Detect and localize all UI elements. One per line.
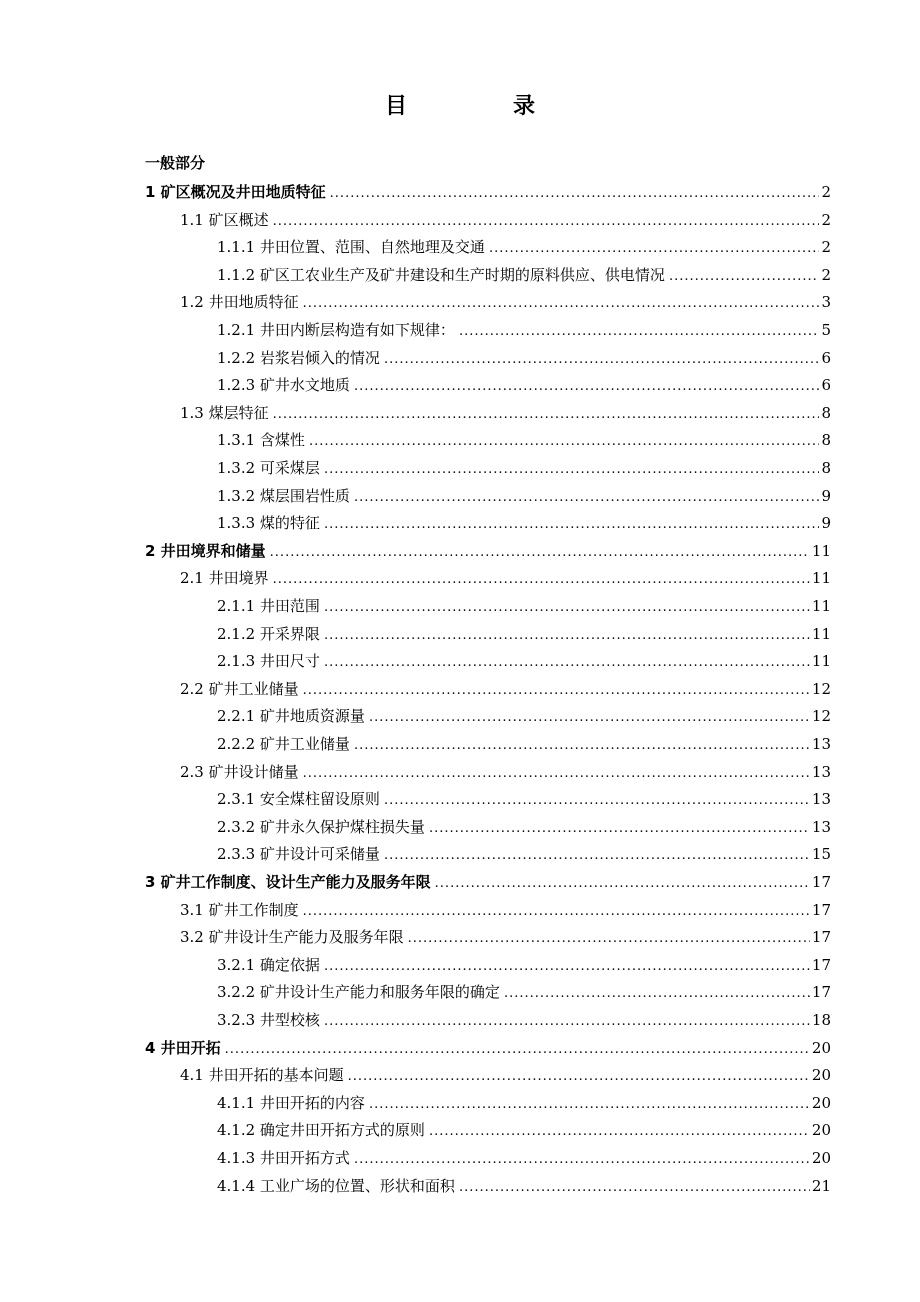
toc-entry[interactable] — [180, 400, 831, 427]
toc-entry-title: 3.2.1 确定依据 — [217, 955, 320, 974]
toc-entry[interactable] — [180, 924, 831, 951]
toc-leader-dots — [324, 594, 810, 621]
toc-leader-dots — [273, 566, 810, 593]
toc-leader-dots — [225, 1036, 810, 1063]
toc-leader-dots — [384, 787, 810, 814]
toc-entry[interactable] — [217, 703, 831, 730]
toc-entry-title: 3.2.2 矿井设计生产能力和服务年限的确定 — [217, 983, 500, 1002]
toc-leader-dots — [303, 898, 810, 925]
toc-leader-dots — [369, 1091, 810, 1118]
toc-entry-page: 6 — [821, 348, 831, 367]
toc-entry[interactable] — [180, 207, 831, 234]
toc-leader-dots — [369, 704, 810, 731]
toc-leader-dots — [429, 1118, 810, 1145]
toc-entry[interactable] — [217, 593, 831, 620]
toc-entry[interactable] — [217, 731, 831, 758]
toc-entry-title: 4.1.1 井田开拓的内容 — [217, 1093, 365, 1112]
toc-entry-title: 2.3 矿井设计储量 — [180, 762, 299, 781]
toc-entry-title: 2.3.2 矿井永久保护煤柱损失量 — [217, 817, 425, 836]
toc-entry-title: 1.3.3 煤的特征 — [217, 514, 320, 533]
toc-entry-page: 8 — [821, 459, 831, 477]
toc-entry-page: 17 — [811, 928, 831, 947]
toc-entry-title: 1.3.1 含煤性 — [217, 431, 305, 450]
toc-leader-dots — [303, 760, 810, 787]
toc-leader-dots — [669, 263, 820, 290]
toc-entry[interactable] — [145, 179, 831, 206]
toc-entry-page: 5 — [821, 321, 831, 339]
toc-entry-title: 1.2.1 井田内断层构造有如下规律： — [217, 321, 455, 339]
toc-entry-page: 11 — [811, 624, 831, 643]
toc-entry-page: 11 — [811, 597, 831, 615]
toc-leader-dots — [273, 401, 820, 428]
toc-entry[interactable] — [217, 1173, 831, 1200]
toc-entry[interactable] — [145, 1035, 831, 1062]
toc-entry-title: 3.1 矿井工作制度 — [180, 900, 299, 919]
toc-entry-page: 6 — [821, 376, 831, 395]
toc-entry[interactable] — [180, 897, 831, 924]
toc-entry-title: 4.1.2 确定井田开拓方式的原则 — [217, 1121, 425, 1140]
toc-entry-page: 13 — [811, 735, 831, 753]
toc-leader-dots — [354, 484, 820, 511]
toc-entry-title: 2.2.1 矿井地质资源量 — [217, 707, 365, 726]
toc-entry[interactable] — [180, 759, 831, 786]
toc-leader-dots — [324, 953, 810, 980]
toc-entry-page: 11 — [811, 541, 831, 560]
toc-entry-page: 15 — [811, 845, 831, 864]
toc-leader-dots — [270, 539, 810, 566]
toc-entry-title: 3 矿井工作制度、设计生产能力及服务年限 — [145, 873, 431, 891]
toc-entry-page: 12 — [811, 707, 831, 726]
toc-entry[interactable] — [217, 345, 831, 372]
toc-entry-title: 4.1 井田开拓的基本问题 — [180, 1066, 344, 1085]
toc-leader-dots — [354, 373, 820, 400]
toc-entry-page: 18 — [811, 1011, 831, 1029]
toc-leader-dots — [504, 980, 810, 1007]
toc-entry-title: 2.1.1 井田范围 — [217, 597, 320, 615]
toc-entry[interactable] — [217, 317, 831, 344]
toc-entry-page: 20 — [811, 1121, 831, 1140]
toc-entry-page: 21 — [811, 1176, 831, 1195]
toc-entry-page: 2 — [821, 265, 831, 284]
toc-entry[interactable] — [217, 262, 831, 289]
toc-entry-title: 2 井田境界和储量 — [145, 541, 266, 560]
toc-leader-dots — [324, 649, 810, 676]
toc-entry[interactable] — [180, 1062, 831, 1089]
toc-entry[interactable] — [145, 869, 831, 896]
toc-leader-dots — [489, 235, 820, 262]
toc-entry-page: 17 — [811, 873, 831, 891]
toc-entry-title: 1.1.1 井田位置、范围、自然地理及交通 — [217, 238, 485, 257]
toc-entry-page: 17 — [811, 900, 831, 919]
toc-leader-dots — [435, 870, 810, 897]
toc-leader-dots — [303, 677, 810, 704]
toc-entry[interactable] — [217, 427, 831, 454]
toc-entry-page: 20 — [811, 1038, 831, 1057]
toc-leader-dots — [324, 511, 820, 538]
toc-entry-title: 1.3 煤层特征 — [180, 403, 269, 422]
toc-entry-title: 2.2.2 矿井工业储量 — [217, 735, 350, 753]
toc-entry-title: 1 矿区概况及井田地质特征 — [145, 183, 326, 201]
toc-entry-title: 2.2 矿井工业储量 — [180, 679, 299, 698]
toc-leader-dots — [324, 456, 820, 483]
toc-leader-dots — [384, 346, 820, 373]
toc-entry[interactable] — [217, 648, 831, 675]
toc-entry-title: 2.1.3 井田尺寸 — [217, 652, 320, 671]
toc-leader-dots — [354, 1146, 810, 1173]
toc-entry-title: 4.1.3 井田开拓方式 — [217, 1149, 350, 1167]
toc-entry-page: 8 — [821, 431, 831, 450]
toc-leader-dots — [324, 1008, 810, 1035]
toc-entry-page: 3 — [821, 293, 831, 312]
toc-entry-page: 13 — [811, 762, 831, 781]
toc-leader-dots — [330, 180, 820, 207]
toc-leader-dots — [408, 925, 810, 952]
toc-entry-page: 9 — [821, 486, 831, 505]
toc-entry-title: 1.2 井田地质特征 — [180, 293, 299, 312]
toc-leader-dots — [384, 842, 810, 869]
toc-entry-page: 2 — [821, 238, 831, 257]
toc-entry[interactable] — [217, 621, 831, 648]
toc-entry-title: 1.3.2 煤层围岩性质 — [217, 486, 350, 505]
toc-leader-dots — [459, 1174, 810, 1201]
toc-entry-page: 17 — [811, 955, 831, 974]
toc-entry[interactable] — [217, 979, 831, 1006]
toc-leader-dots — [273, 208, 820, 235]
toc-entry[interactable] — [217, 483, 831, 510]
toc-entry-title: 4.1.4 工业广场的位置、形状和面积 — [217, 1176, 455, 1195]
toc-entry[interactable] — [217, 814, 831, 841]
page-title: 目 录 — [384, 94, 577, 119]
toc-entry[interactable] — [217, 455, 831, 482]
toc-entry[interactable] — [217, 510, 831, 537]
toc-leader-dots — [429, 815, 810, 842]
toc-entry-page: 11 — [811, 652, 831, 671]
toc-entry-title: 1.2.2 岩浆岩倾入的情况 — [217, 348, 380, 367]
toc-entry-page: 20 — [811, 1066, 831, 1085]
toc-entry-title: 1.2.3 矿井水文地质 — [217, 376, 350, 395]
toc-entry[interactable] — [217, 372, 831, 399]
toc-entry-page: 17 — [811, 983, 831, 1002]
toc-entry[interactable] — [217, 1145, 831, 1172]
toc-entry-page: 20 — [811, 1149, 831, 1167]
toc-entry-title: 2.1.2 开采界限 — [217, 624, 320, 643]
toc-entry-page: 9 — [821, 514, 831, 533]
toc-entry[interactable] — [217, 841, 831, 868]
toc-entry[interactable] — [217, 952, 831, 979]
toc-entry[interactable] — [217, 1090, 831, 1117]
toc-entry[interactable] — [217, 786, 831, 813]
toc-entry-title: 1.3.2 可采煤层 — [217, 459, 320, 477]
toc-entry[interactable] — [180, 565, 831, 592]
toc-entry-page: 20 — [811, 1093, 831, 1112]
toc-entry-title: 3.2 矿井设计生产能力及服务年限 — [180, 928, 404, 947]
toc-entry-page: 2 — [821, 183, 831, 201]
toc-entry-page: 11 — [811, 569, 831, 588]
toc-entry-page: 8 — [821, 403, 831, 422]
toc-entry[interactable] — [180, 289, 831, 316]
toc-entry[interactable] — [145, 538, 831, 565]
toc-entry-title: 3.2.3 井型校核 — [217, 1011, 320, 1029]
toc-leader-dots — [309, 428, 820, 455]
toc-entry-title: 2.1 井田境界 — [180, 569, 269, 588]
toc-entry[interactable] — [217, 234, 831, 261]
toc-entry[interactable] — [217, 1117, 831, 1144]
toc-entry-page: 2 — [821, 210, 831, 229]
toc-entry-title: 2.3.3 矿井设计可采储量 — [217, 845, 380, 864]
toc-leader-dots — [303, 290, 820, 317]
toc-leader-dots — [459, 318, 820, 345]
toc-leader-dots — [348, 1063, 810, 1090]
toc-entry-title: 4 井田开拓 — [145, 1038, 221, 1057]
toc-entry-page: 13 — [811, 790, 831, 809]
toc-entry-page: 13 — [811, 817, 831, 836]
section-label: 一般部分 — [145, 154, 206, 172]
toc-entry[interactable] — [217, 1007, 831, 1034]
toc-leader-dots — [354, 732, 810, 759]
toc-entry-title: 1.1 矿区概述 — [180, 210, 269, 229]
toc-leader-dots — [324, 622, 810, 649]
toc-entry-title: 2.3.1 安全煤柱留设原则 — [217, 790, 380, 809]
toc-entry-title: 1.1.2 矿区工农业生产及矿井建设和生产时期的原料供应、供电情况 — [217, 265, 665, 284]
toc-entry-page: 12 — [811, 679, 831, 698]
toc-entry[interactable] — [180, 676, 831, 703]
